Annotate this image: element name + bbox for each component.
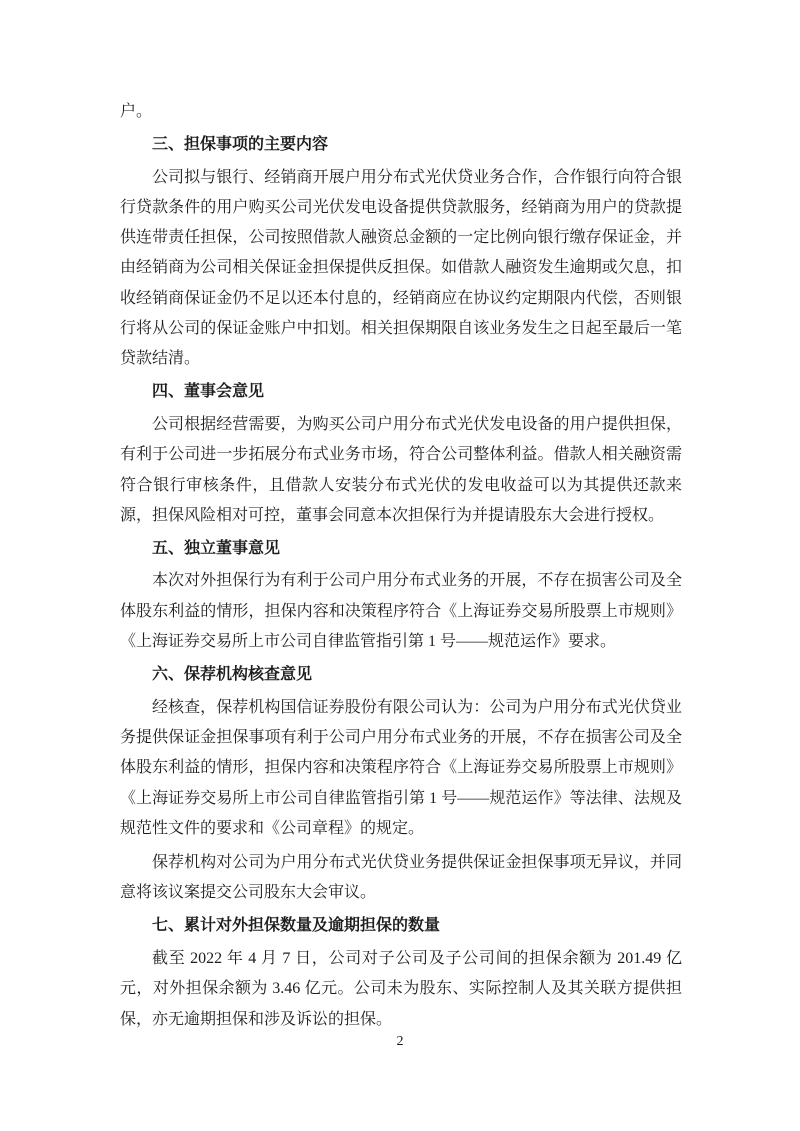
continuation-text: 户。: [120, 103, 153, 120]
section-paragraph: 截至 2022 年 4 月 7 日，公司对子公司及子公司间的担保余额为 201.49 亿元，对外担保余额为 3.46 亿元。公司未为股东、实际控制人及其关联方提供担保，亦无逾期担保和涉及诉讼的担保。: [120, 950, 682, 1028]
section-paragraph: 保荐机构对公司为户用分布式光伏贷业务提供保证金担保事项无异议，并同意将该议案提交公司股东大会审议。: [120, 854, 682, 902]
section-heading: 七、累计对外担保数量及逾期担保的数量: [152, 917, 441, 935]
section-paragraph: 公司拟与银行、经销商开展户用分布式光伏贷业务合作，合作银行向符合银行贷款条件的用户购买公司光伏发电设备提供贷款服务，经销商为用户的贷款提供连带责任担保，公司按照借款人融资总金额的一定比例向银行缴存保证金，并由经销商为公司相关保证金担保提供反担保。如借款人融资发生逾期或欠息，扣收经销商保证金仍不足以还本付息的，经销商应在协议约定期限内代偿，否则银行将从公司的保证金账户中扣划。相关担保期限自该业务发生之日起至最后一笔贷款结清。: [120, 168, 682, 368]
section-heading: 四、董事会意见: [152, 383, 265, 401]
section-paragraph: 公司根据经营需要，为购买公司户用分布式光伏发电设备的用户提供担保，有利于公司进一步拓展分布式业务市场，符合公司整体利益。借款人相关融资需符合银行审核条件，且借款人安装分布式光伏的发电收益可以为其提供还款来源，担保风险相对可控，董事会同意本次担保行为并提请股东大会进行授权。: [120, 415, 682, 524]
section-paragraph: 经核查，保荐机构国信证券股份有限公司认为：公司为户用分布式光伏贷业务提供保证金担保事项有利于公司户用分布式业务的开展，不存在损害公司及全体股东利益的情形，担保内容和决策程序符合《上海证券交易所股票上市规则》《上海证券交易所上市公司自律监管指引第 1 号——规范运作》等法律、法规及规范性文件的要求和《公司章程》的规定。: [120, 698, 682, 837]
document-content: [120, 97, 682, 1035]
section-heading: 六、保荐机构核查意见: [152, 665, 313, 683]
section-paragraph: 本次对外担保行为有利于公司户用分布式业务的开展，不存在损害公司及全体股东利益的情形，担保内容和决策程序符合《上海证券交易所股票上市规则》《上海证券交易所上市公司自律监管指引第 1 号——规范运作》要求。: [120, 572, 682, 651]
page-number: 2: [396, 1034, 404, 1049]
section-heading: 三、担保事项的主要内容: [152, 135, 329, 153]
section-heading: 五、独立董事意见: [152, 539, 281, 557]
document-sections: [120, 130, 682, 1035]
